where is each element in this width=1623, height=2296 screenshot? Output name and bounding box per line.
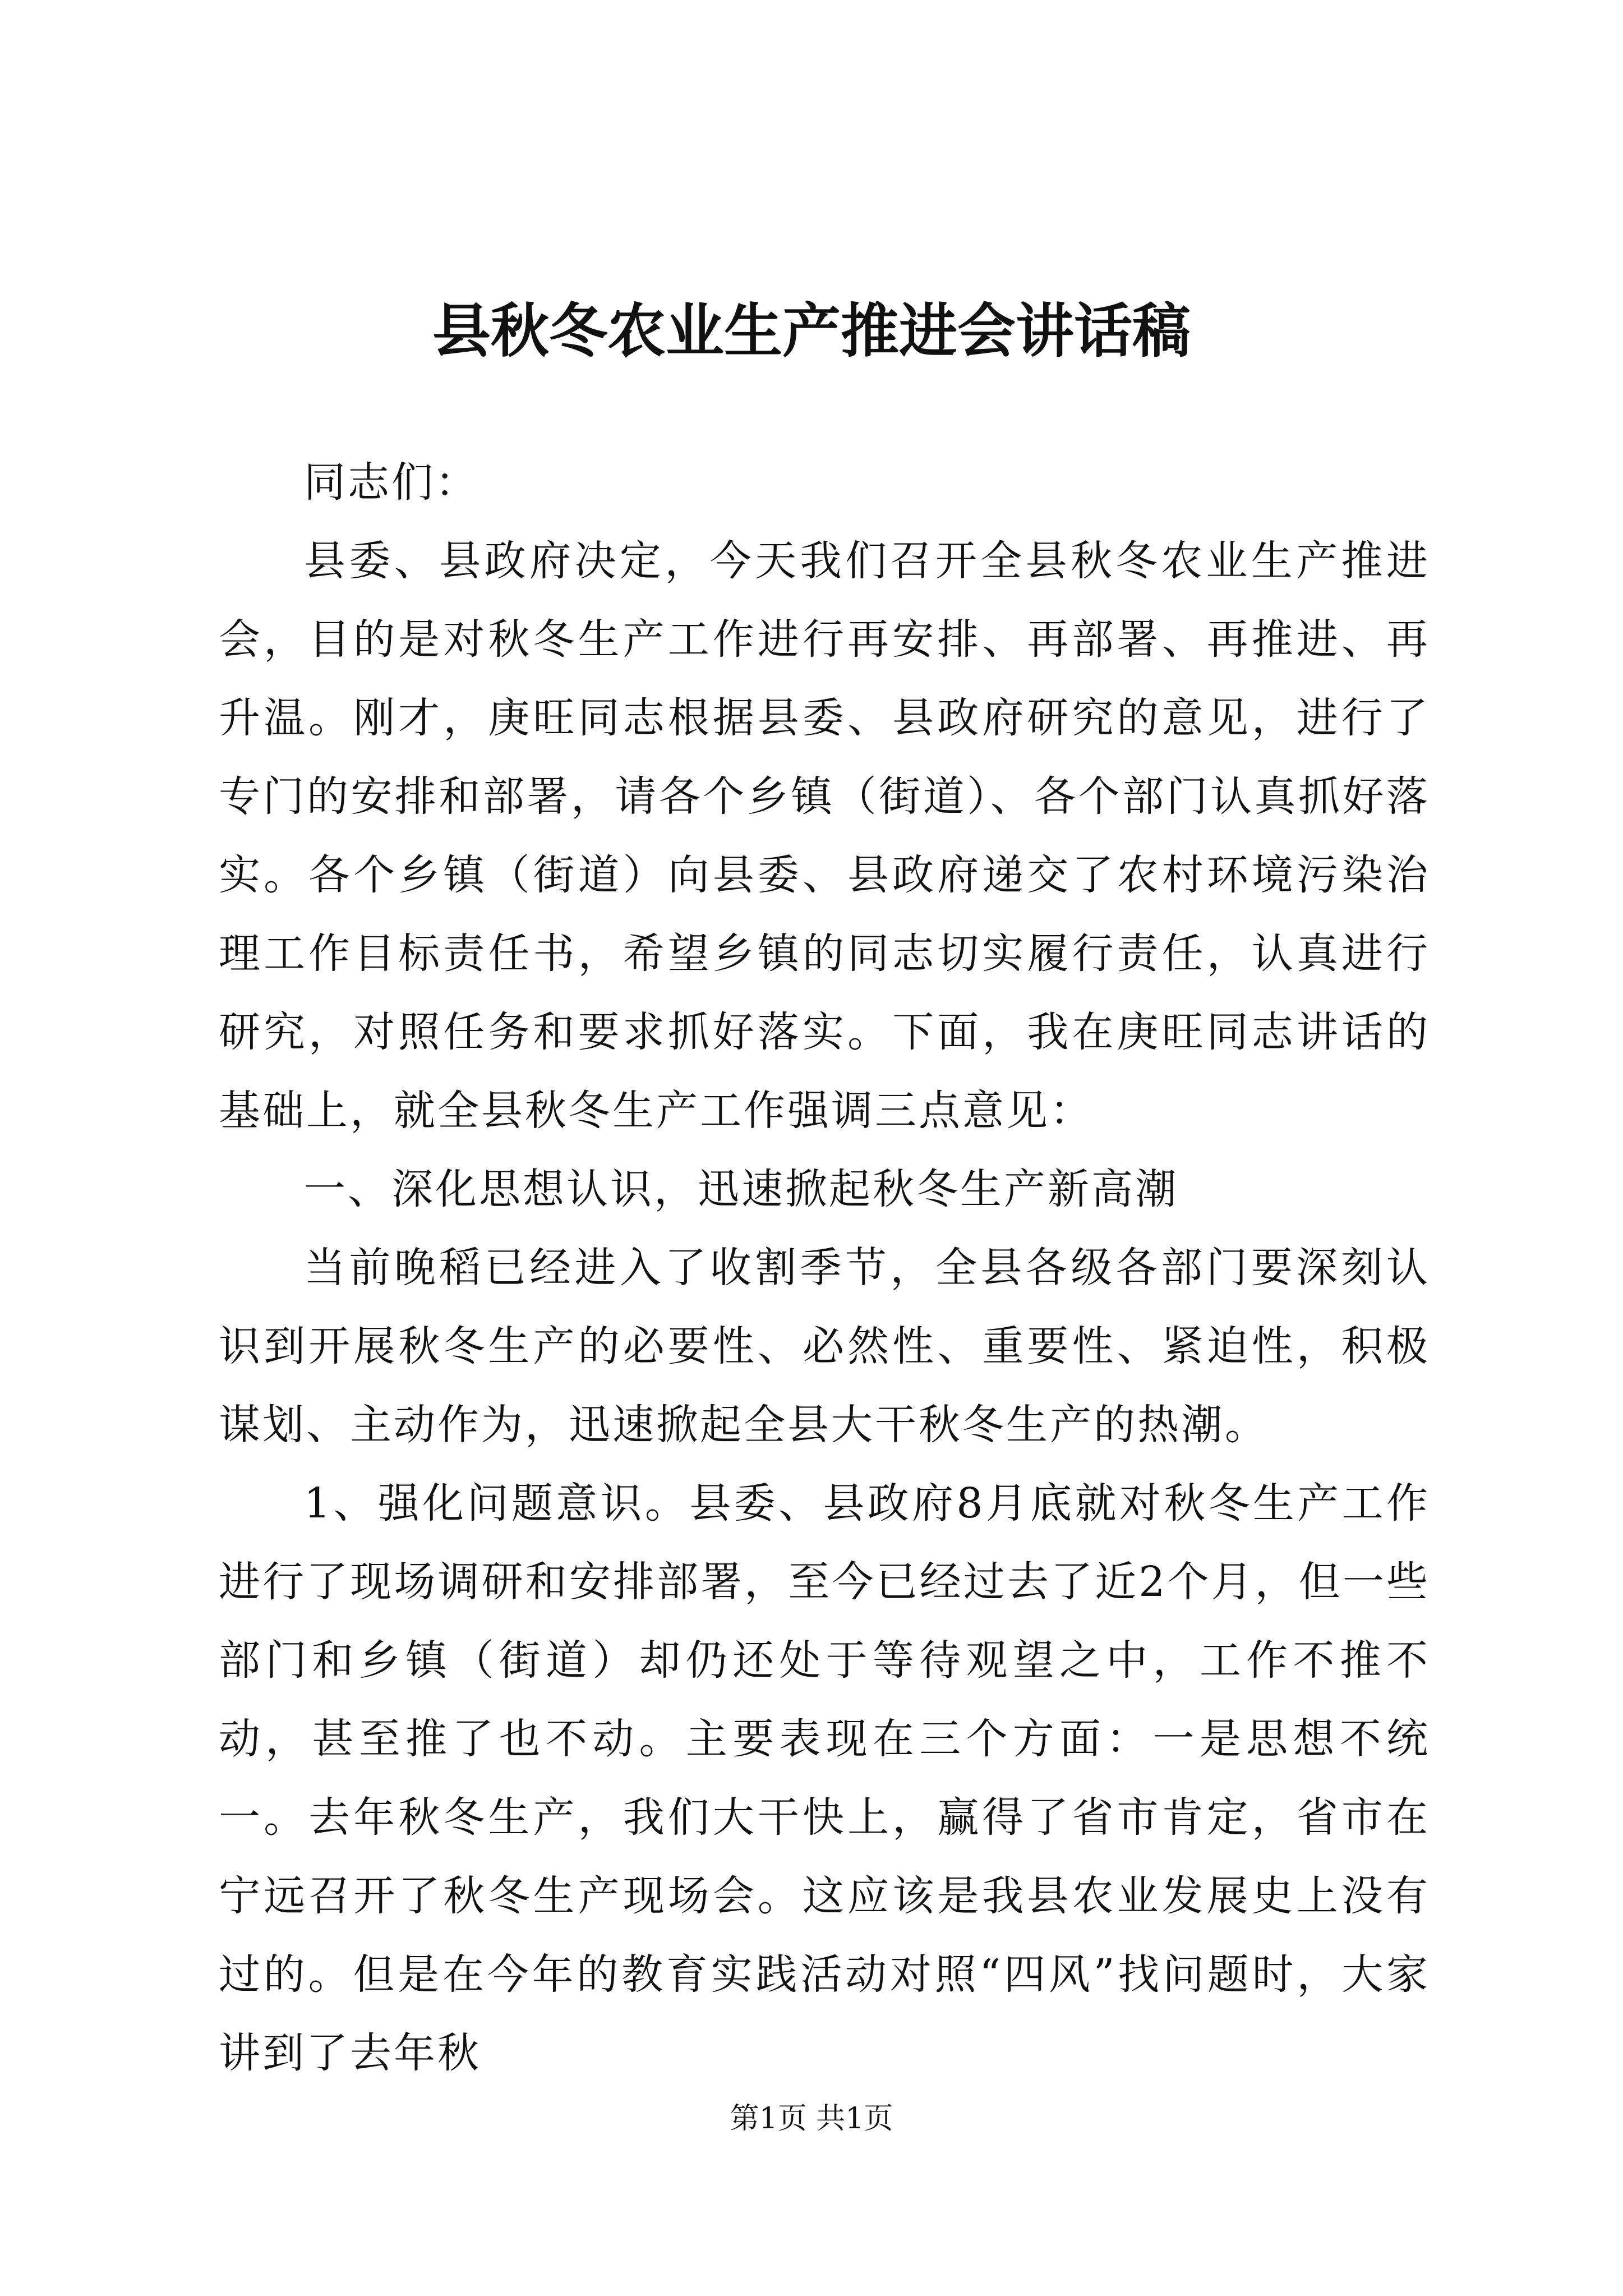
section-paragraph: 当前晚稻已经进入了收割季节，全县各级各部门要深刻认识到开展秋冬生产的必要性、必然性、重要性、紧迫性，积极谋划、主动作为，迅速掀起全县大干秋冬生产的热潮。 [219, 1244, 1430, 1449]
page-footer: 第1页 共1页 [730, 2102, 893, 2136]
section-heading: 一、深化思想认识，迅速掀起秋冬生产新高潮 [304, 1165, 1179, 1213]
point-paragraph: 1、强化问题意识。县委、县政府8月底就对秋冬生产工作进行了现场调研和安排部署，至今已经过去了近2个月，但一些部门和乡镇（街道）却仍还处于等待观望之中，工作不推不动，甚至推了也不动。主要表现在三个方面：一是思想不统一。去年秋冬生产，我们大干快上，赢得了省市肯定，省市在宁远召开了秋冬生产现场会。这应该是我县农业发展史上没有过的。但是在今年的教育实践活动对照“四风”找问题时，大家讲到了去年秋 [219, 1479, 1430, 2077]
intro-paragraph: 县委、县政府决定，今天我们召开全县秋冬农业生产推进会，目的是对秋冬生产工作进行再安排、再部署、再推进、再升温。刚才，庚旺同志根据县委、县政府研究的意见，进行了专门的安排和部署，请各个乡镇（街道）、各个部门认真抓好落实。各个乡镇（街道）向县委、县政府递交了农村环境污染治理工作目标责任书，希望乡镇的同志切实履行责任，认真进行研究，对照任务和要求抓好落实。下面，我在庚旺同志讲话的基础上，就全县秋冬生产工作强调三点意见： [219, 537, 1430, 1135]
document-title: 县秋冬农业生产推进会讲话稿 [432, 296, 1191, 365]
salutation-paragraph: 同志们： [304, 458, 479, 507]
document-body [219, 443, 1430, 2092]
